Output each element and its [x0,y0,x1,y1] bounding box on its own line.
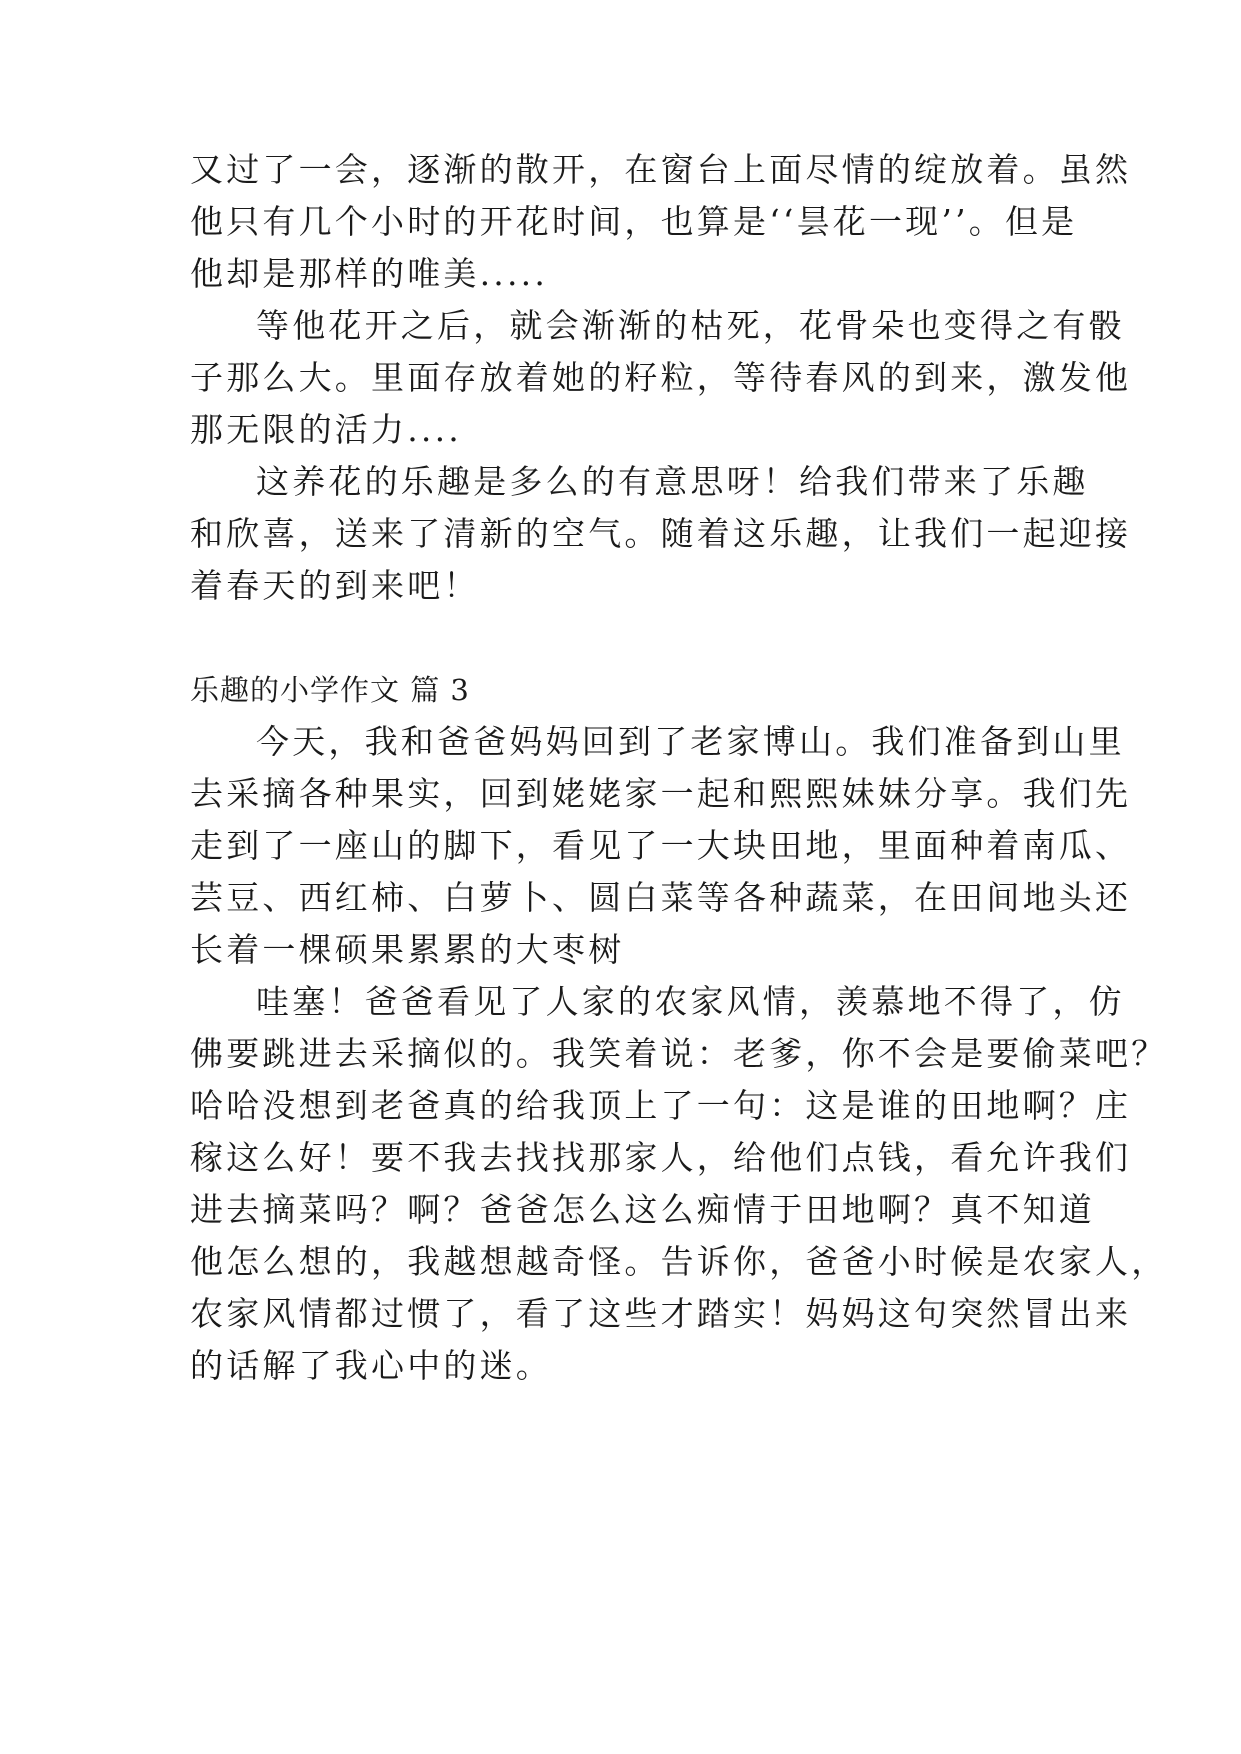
paragraph-line: 等他花开之后，就会渐渐的枯死，花骨朵也变得之有骰 [256,306,1125,345]
paragraph-line: 这养花的乐趣是多么的有意思呀！给我们带来了乐趣 [256,462,1089,501]
paragraph-line: 进去摘菜吗？啊？爸爸怎么这么痴情于田地啊？真不知道 [190,1190,1095,1229]
paragraph-line: 哈哈没想到老爸真的给我顶上了一句：这是谁的田地啊？庄 [190,1086,1132,1125]
paragraph-line: 长着一棵硕果累累的大枣树 [190,930,625,969]
paragraph-line: 芸豆、西红柿、白萝卜、圆白菜等各种蔬菜，在田间地头还 [190,878,1132,917]
paragraph-line: 的话解了我心中的迷。 [190,1346,552,1385]
paragraph-line: 他却是那样的唯美..... [190,254,549,293]
paragraph-line: 他只有几个小时的开花时间，也算是‘‘昙花一现’’。但是 [190,202,1078,241]
paragraph-line: 子那么大。里面存放着她的籽粒，等待春风的到来，激发他 [190,358,1132,397]
paragraph-line: 他怎么想的，我越想越奇怪。告诉你，爸爸小时候是农家人， [190,1242,1168,1281]
paragraph-line: 稼这么好！要不我去找找那家人，给他们点钱，看允许我们 [190,1138,1132,1177]
paragraph-line: 那无限的活力.... [190,410,462,449]
paragraph-line: 和欣喜，送来了清新的空气。随着这乐趣，让我们一起迎接 [190,514,1132,553]
paragraph-line: 哇塞！爸爸看见了人家的农家风情，羡慕地不得了，仿 [256,982,1125,1021]
paragraph-line: 佛要跳进去采摘似的。我笑着说：老爹，你不会是要偷菜吧？ [190,1034,1168,1073]
section-heading: 乐趣的小学作文 篇 3 [190,673,470,707]
paragraph-line: 又过了一会，逐渐的散开，在窗台上面尽情的绽放着。虽然 [190,150,1132,189]
paragraph-line: 着春天的到来吧！ [190,566,480,605]
paragraph-line: 今天，我和爸爸妈妈回到了老家博山。我们准备到山里 [256,722,1125,761]
paragraph-line: 农家风情都过惯了，看了这些才踏实！妈妈这句突然冒出来 [190,1294,1132,1333]
paragraph-line: 走到了一座山的脚下，看见了一大块田地，里面种着南瓜、 [190,826,1132,865]
paragraph-line: 去采摘各种果实，回到姥姥家一起和熙熙妹妹分享。我们先 [190,774,1132,813]
